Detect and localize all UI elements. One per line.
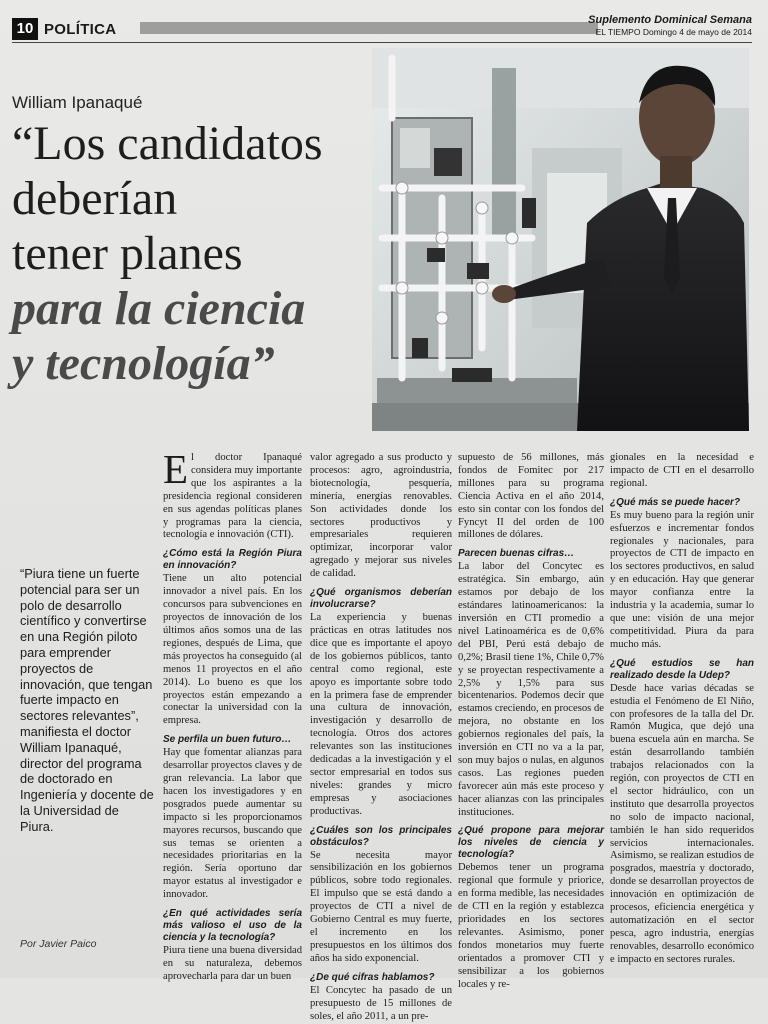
section-title: POLÍTICA <box>44 21 117 38</box>
supplement-name: Suplemento Dominical Semana <box>588 14 752 26</box>
answer: gionales en la necesidad e impacto de CTI en el desarrollo regional. <box>610 452 754 489</box>
question: ¿De qué cifras hablamos? <box>310 971 435 983</box>
headline-line-italic: para la ciencia <box>12 282 306 335</box>
answer: supuesto de 56 millones, más fondos de Fomitec por 217 millones para su programa Ciencia Activa en el año 2014, esto sin contar con los fondos del Fyncyt II del orden de 100 millones de dólares. <box>458 452 604 541</box>
headline <box>12 116 370 391</box>
question: ¿Qué propone para mejorar los niveles de ciencia y tecnología? <box>458 825 604 861</box>
question: ¿Qué más se puede hacer? <box>610 496 741 508</box>
headline-line-italic: y tecnología” <box>12 337 275 390</box>
intro-text: l doctor Ipanaqué considera muy importante que los aspirantes a la presidencia regional consideren en sus agendas políticas planes y programas para la ciencia, tecnología e innovación (CTI). <box>163 452 302 541</box>
article-column-3 <box>458 452 604 993</box>
byline: Por Javier Paico <box>20 938 97 950</box>
article-photo <box>372 48 749 431</box>
header-bar <box>140 22 598 34</box>
interviewee-name: William Ipanaqué <box>12 93 143 112</box>
question: Parecen buenas cifras… <box>458 548 575 560</box>
answer: La experiencia y buenas prácticas en otras latitudes nos dice que es importante el apoyo de los gobiernos públicos, tanto central como regional, este apoyo es importante sobre todo en la primera fase de emprender una cultura de innovación, investigación y desarrollo de tecnología. Otros dos actores relevantes son las instituciones dedicadas a la investigación y el sector empresarial en todos sus niveles: grandes y micro empresas y asociaciones productivas. <box>310 612 452 817</box>
answer: Piura tiene una buena diversidad en su naturaleza, debemos aprovecharla para dar un buen <box>163 945 302 982</box>
answer: valor agregado a sus producto y procesos: agro, agroindustria, biotecnología, pesquería, minería, energías renovables. Son actividades donde los sectores productivos y empresariales requieren optimizar, incorporar valor agregado y mejorar sus niveles de calidad. <box>310 452 452 580</box>
answer: Es muy bueno para la región unir esfuerzos e incrementar fondos regionales y nacionales, para proyectos de CTI de impacto en los sectores productivos, en salud y en educación. Hay que generar mayor confianza entre la industria y la academia, sumar lo que une: visión de una mejor competitividad. Piura da para mucho más. <box>610 509 754 650</box>
answer: Tiene un alto potencial innovador a nivel país. En los concursos para subvenciones en proyectos de innovación de los últimos años somos una de las regiones, después de Lima, que más proyectos ha conseguido (al menos 11 proyectos en el año 2014). Lo bueno es que los proyectos están empezando a conectar la universidad con la empresa. <box>163 573 302 727</box>
question: ¿Qué estudios se han realizado desde la Udep? <box>610 657 754 681</box>
date-line: EL TIEMPO Domingo 4 de mayo de 2014 <box>595 27 752 37</box>
photo-illustration <box>372 48 749 431</box>
answer: Desde hace varias décadas se estudia el Fenómeno de El Niño, con profesores de la talla del Dr. Ramón Mugica, que dejó una buena escuela aún en marcha. Se están desarrollando también trabajos relacionados con la región, con proyectos de CTI en el sector hidráulico, con un instituto que desarrolla proyectos no solo de impacto nacional, también le han sido requeridos servicios internacionales. Asimismo, se realizan estudios de posgrados, maestría y doctorado, donde se desarrollan proyectos de innovación en optimización de procesos, eficiencia energética y automatización en el sector pesca, agro industria, energías renovables, desarrollo económico e impacto en sectores rurales. <box>610 682 754 965</box>
article-column-2 <box>310 452 452 1024</box>
drop-cap: E <box>163 446 189 492</box>
article-column-1 <box>163 446 302 985</box>
question: ¿Cuáles son los principales obstáculos? <box>310 824 452 848</box>
question: ¿Cómo está la Región Piura en innovación? <box>163 548 302 572</box>
question: ¿En qué actividades sería más valioso el uso de la ciencia y la tecnología? <box>163 908 302 944</box>
page-number: 10 <box>12 18 38 40</box>
answer: Debemos tener un programa regional que formule y priorice, en forma medible, las necesidades de CTI en la región y establezca prioridades en los sectores relevantes. Asimismo, poner fondos monetarios muy fuerte orientados a promover CTI y sensibilizar a los gobiernos locales y re- <box>458 862 604 990</box>
headline-line: tener planes <box>12 227 243 280</box>
answer: Se necesita mayor sensibilización en los gobiernos públicos, sobre todo regionales. El impulso que se está dando a proyectos de CTI a nivel de Gobierno Central es muy fuerte, el incremento en los presupuestos en los últimos dos años ha sido exponencial. <box>310 849 452 964</box>
answer: La labor del Concytec es estratégica. Sin embargo, aún estamos por debajo de los estándares latinoamericanos: la inversión en CTI promedio a nivel Latinoamérica es de 0,6% del PBI, Perú está debajo de 0,2%; Brasil tiene 1%, Chile 0,7% y se proyectan respectivamente a 2,5% y 1,5% para sus bicentenarios. Podemos decir que estamos creciendo, en procesos de mejora, no obstante en los gobiernos regionales del país, la inversión en CTI no va a la par, son muy bajos o nulas, en algunos casos. Las regiones pueden favorecer aún más este proceso y hacer alianzas con las principales instituciones. <box>458 561 604 818</box>
article-column-4 <box>610 452 754 968</box>
headline-line: deberían <box>12 172 178 225</box>
header-rule <box>12 42 752 43</box>
masthead <box>588 14 752 38</box>
paragraph <box>163 446 302 542</box>
answer: Hay que fomentar alianzas para desarrollar proyectos claves y de gran relevancia. La labor que hacen los investigadores y en posgrados puede aumentar su impacto si les proporcionamos mayores recursos, buscando que sus temas se orienten a necesidades prioritarias en la región. Sería oportuno dar mayor estatus al investigador e innovador. <box>163 747 302 901</box>
question: Se perfila un buen futuro… <box>163 734 292 746</box>
headline-line: “Los candidatos <box>12 117 323 170</box>
question: ¿Qué organismos deberían involucrarse? <box>310 587 452 611</box>
pull-quote: “Piura tiene un fuerte potencial para ser un polo de desarrollo científico y convertirse en una Región piloto para emprender proyectos de innovación, que tengan fuerte impacto en sectores relevantes”, manifiesta el doctor William Ipanaqué, director del programa de doctorado en Ingeniería y docente de la Universidad de Piura. <box>20 566 154 834</box>
answer: El Concytec ha pasado de un presupuesto de 15 millones de soles, el año 2011, a un pre- <box>310 984 452 1022</box>
